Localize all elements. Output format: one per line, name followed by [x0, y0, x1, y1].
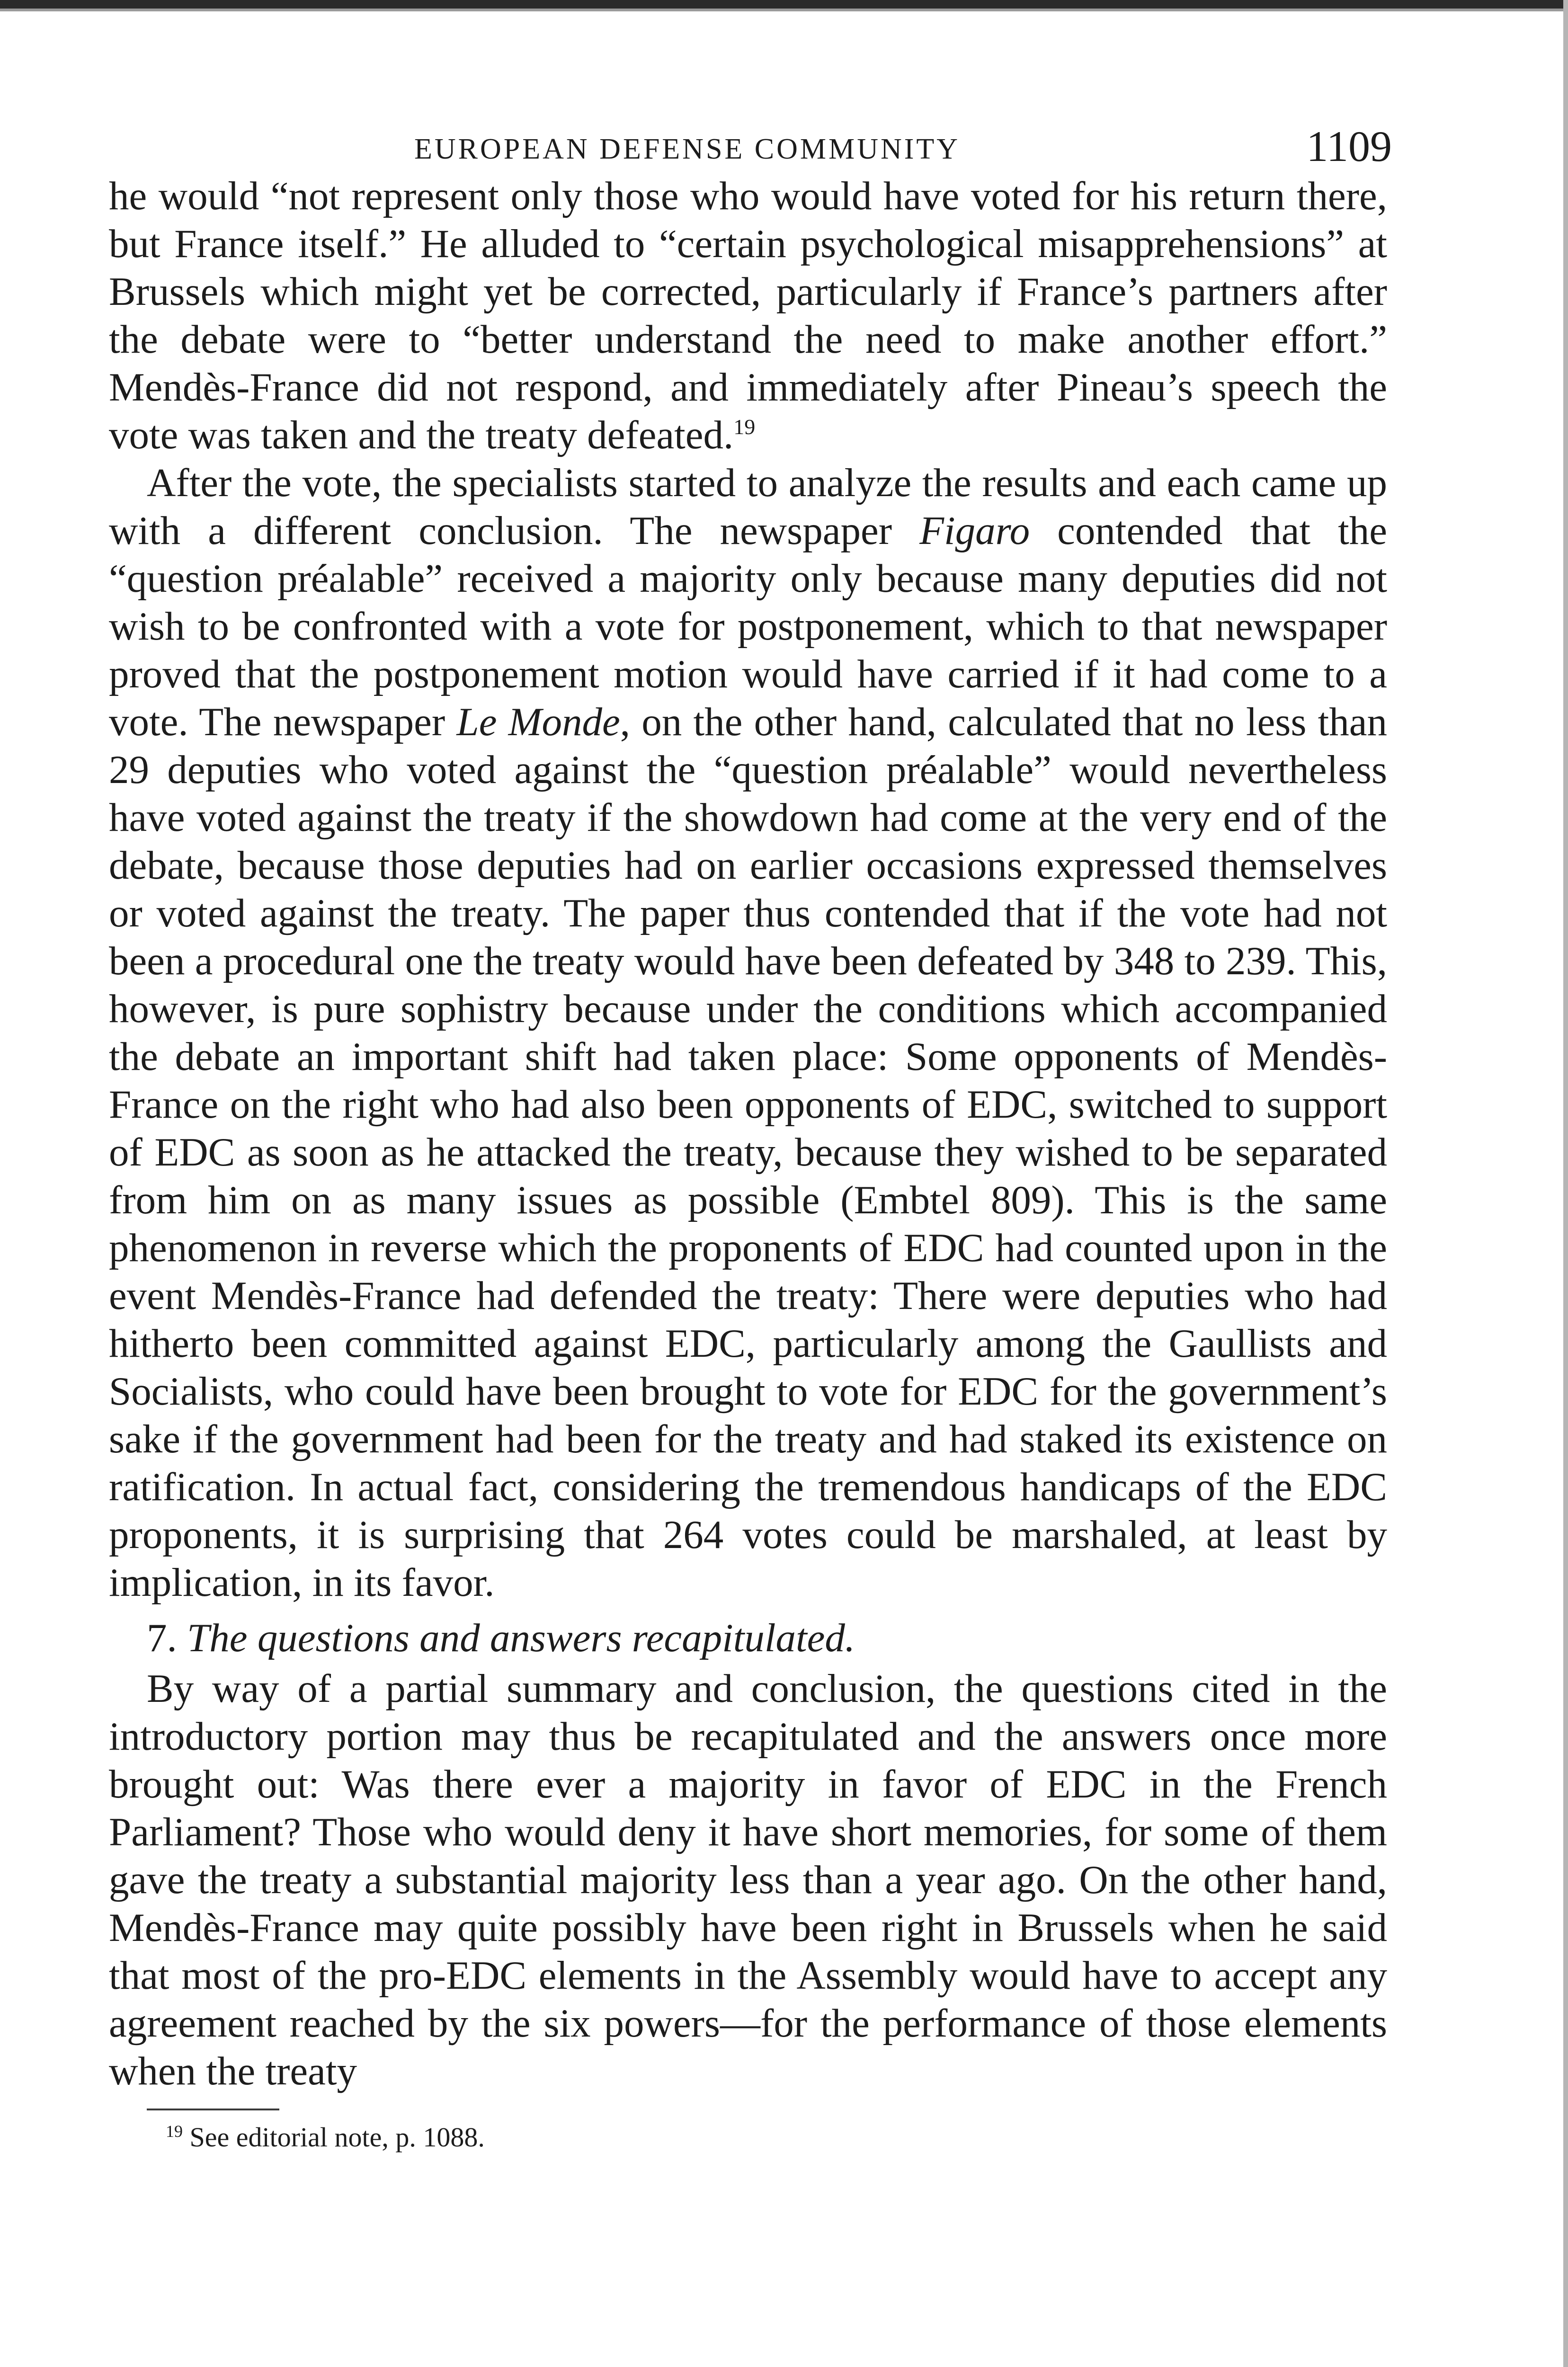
footnote — [166, 2121, 1387, 2154]
paragraph-continued — [109, 172, 1387, 459]
paragraph-vote-analysis — [109, 459, 1387, 1607]
body-text — [109, 172, 1387, 2095]
footnote-reference: 19 — [733, 415, 756, 439]
section-number: 7. — [147, 1616, 177, 1660]
running-header — [109, 118, 1392, 170]
newspaper-title-figaro: Figaro — [919, 508, 1030, 553]
paragraph-text: contended that the “question préalable” received a majority only because many deputies did not wish to be confronted with a vote for postponement, which to that newspaper proved that the postponement motion would have carried if it had come to a vote. The newspaper — [109, 508, 1387, 744]
scan-top-shadow — [0, 9, 1568, 11]
scan-top-edge — [0, 0, 1568, 9]
footnote-number: 19 — [166, 2122, 183, 2141]
running-title: EUROPEAN DEFENSE COMMUNITY — [414, 133, 961, 165]
footnote-divider — [147, 2109, 279, 2110]
page-number: 1109 — [1306, 122, 1392, 170]
document-page — [109, 118, 1392, 2154]
paragraph-summary — [109, 1665, 1387, 2095]
paragraph-text: By way of a partial summary and conclusion, the questions cited in the introductory portion may thus be recapitulated and the answers once more brought out: Was there ever a majority in favor of EDC in the French Parliament? Those who would deny it have short memories, for some of them gave the treaty a substantial majority less than a year ago. On the other hand, Mendès-France may quite possibly have been right in Brussels when he said that most of the pro-EDC elements in the Assembly would have to accept any agreement reached by the six powers—for the performance of those elements when the treaty — [109, 1666, 1387, 2093]
paragraph-text: , on the other hand, calculated that no less than 29 deputies who voted against the “question préalable” would nevertheless have voted against the treaty if the showdown had come at the very end of the debate, because those deputies had on earlier occasions expressed themselves or voted against the treaty. The paper thus contended that if the vote had not been a procedural one the treaty would have been defeated by 348 to 239. This, however, is pure sophistry because under the conditions which accompanied the debate an important shift had taken place: Some opponents of Mendès-France on the right who had also been opponents of EDC, switched to support of EDC as soon as he attacked the treaty, because they wished to be separated from him on as many issues as possible (Embtel 809). This is the same phenomenon in reverse which the proponents of EDC had counted upon in the event Mendès-France had defended the treaty: There were deputies who had hitherto been committed against EDC, particularly among the Gaullists and Socialists, who could have been brought to vote for EDC for the government’s sake if the government had been for the treaty and had staked its existence on ratification. In actual fact, considering the tremendous handicaps of the EDC proponents, it is surprising that 264 votes could be marshaled, at least by implication, in its favor. — [109, 700, 1387, 1605]
newspaper-title-le-monde: Le Monde — [456, 700, 620, 744]
paragraph-text: After the vote, the specialists started to analyze the results and each came up with a different conclusion. The newspaper — [109, 461, 1387, 553]
section-heading — [109, 1614, 1387, 1662]
paragraph-text: he would “not represent only those who would have voted for his return there, but France itself.” He alluded to “certain psychological misapprehensions” at Brussels which might yet be corrected, particularly if France’s partners after the debate were to “better understand the need to make another effort.” Mendès-France did not respond, and immediately after Pineau’s speech the vote was taken and the treaty defeated. — [109, 174, 1387, 457]
section-title: The questions and answers recapitulated. — [187, 1616, 855, 1660]
footnote-text: See editorial note, p. 1088. — [189, 2122, 485, 2153]
scan-right-edge — [1563, 0, 1568, 2367]
